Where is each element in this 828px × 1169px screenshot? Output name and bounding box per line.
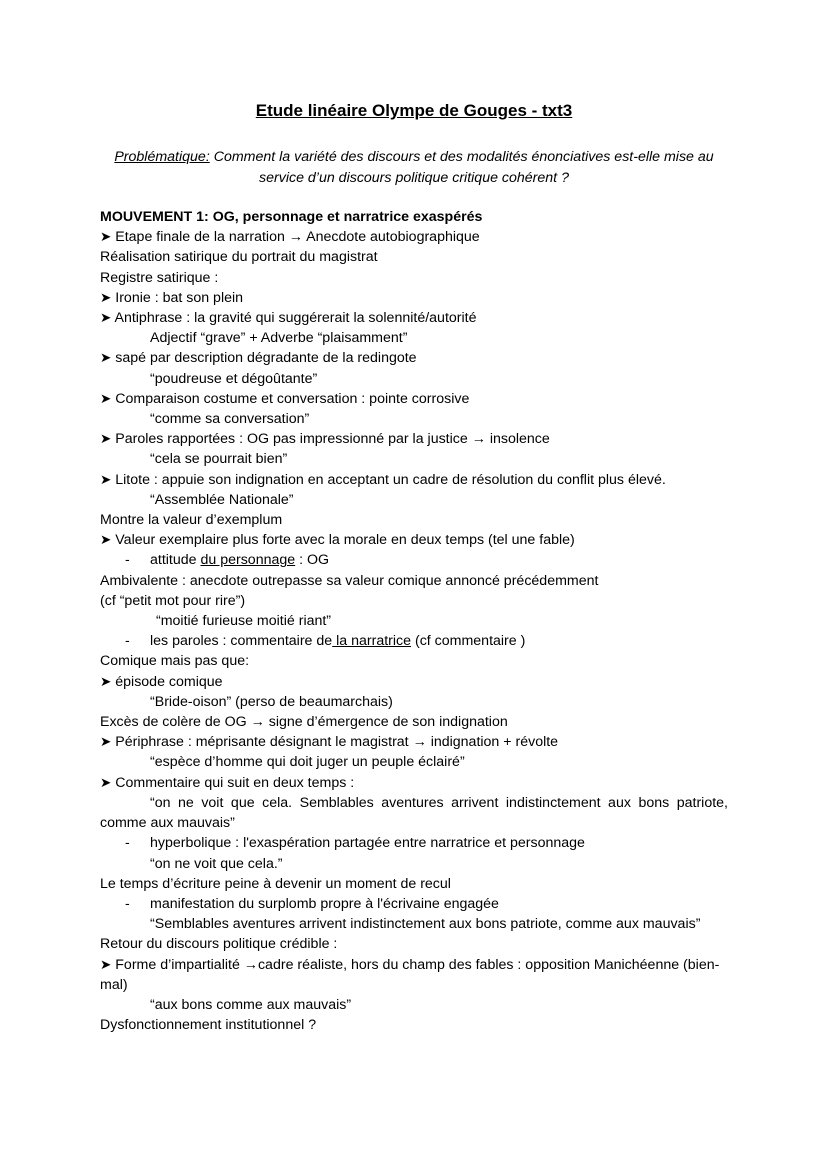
dash-line: - les paroles : commentaire de la narratrice (cf commentaire ): [100, 631, 728, 651]
text-line: Comique mais pas que:: [100, 653, 250, 670]
bullet-line: ➤ Valeur exemplaire plus forte avec la morale en deux temps (tel une fable): [100, 532, 575, 549]
quote-paragraph: “Semblables aventures arrivent indistinctement aux bons patriote, comme aux mauvais”: [150, 916, 701, 933]
arrow-bullet-icon: ➤: [100, 774, 112, 790]
problematique: [100, 147, 728, 188]
quote-line: “Bride-oison” (perso de beaumarchais): [150, 693, 393, 710]
dash-bullet: -: [125, 552, 130, 569]
notes-body: [100, 207, 728, 1035]
bullet-line: ➤ épisode comique: [100, 673, 223, 690]
text-line: Le temps d’écriture peine à devenir un moment de recul: [100, 875, 451, 892]
quote-paragraph: “on ne voit que cela. Semblables aventures arrivent indistinctement aux bons patriote, comme aux mauvais”: [100, 794, 728, 832]
arrow-bullet-icon: ➤: [100, 956, 112, 972]
text-line: Dysfonctionnement institutionnel ?: [100, 1017, 317, 1034]
bullet-line: ➤ Comparaison costume et conversation : pointe corrosive: [100, 390, 470, 407]
underlined-text: la narratrice: [332, 633, 412, 650]
text-line: Retour du discours politique crédible :: [100, 936, 338, 953]
bullet-line: ➤ Antiphrase : la gravité qui suggérerait la solennité/autorité: [100, 310, 477, 327]
problematique-text: Comment la variété des discours et des modalités énonciatives est-elle mise au service d’un discours politique critique cohérent ?: [209, 149, 714, 186]
bullet-line: ➤ Commentaire qui suit en deux temps :: [100, 774, 355, 791]
dash-bullet: -: [125, 835, 130, 852]
bullet-line: ➤ sapé par description dégradante de la redingote: [100, 350, 417, 367]
dash-line: - manifestation du surplomb propre à l'écrivaine engagée: [100, 894, 728, 914]
dash-line: - attitude du personnage : OG: [100, 550, 728, 570]
page-title: Etude linéaire Olympe de Gouges - txt3: [255, 101, 573, 120]
arrow-bullet-icon: ➤: [100, 229, 112, 245]
quote-line: “aux bons comme aux mauvais”: [150, 996, 352, 1013]
arrow-bullet-icon: ➤: [100, 673, 112, 689]
quote-line: “on ne voit que cela.”: [150, 855, 283, 872]
dash-line: - hyperbolique : l'exaspération partagée entre narratrice et personnage: [100, 833, 728, 853]
bullet-line: ➤ Paroles rapportées : OG pas impressionné par la justice → insolence: [100, 431, 550, 448]
quote-line: Adjectif “grave” + Adverbe “plaisamment”: [150, 330, 408, 347]
bullet-line: ➤ Périphrase : méprisante désignant le magistrat → indignation + révolte: [100, 734, 559, 751]
quote-line: “poudreuse et dégoûtante”: [150, 370, 318, 387]
arrow-bullet-icon: ➤: [100, 390, 112, 406]
arrow-bullet-icon: ➤: [100, 431, 112, 447]
text-line: (cf “petit mot pour rire”): [100, 592, 246, 609]
arrow-bullet-icon: ➤: [100, 289, 112, 305]
text-line: Ambivalente : anecdote outrepasse sa valeur comique annoncé précédemment: [100, 572, 599, 589]
text-line: Montre la valeur d’exemplum: [100, 512, 283, 529]
arrow-bullet-icon: ➤: [100, 350, 112, 366]
quote-line: “cela se pourrait bien”: [150, 451, 288, 468]
text-line: Excès de colère de OG → signe d’émergence de son indignation: [100, 714, 508, 731]
quote-line: “comme sa conversation”: [150, 411, 310, 428]
dash-bullet: -: [125, 633, 130, 650]
text-line: Réalisation satirique du portrait du magistrat: [100, 249, 378, 266]
underlined-text: du personnage: [200, 552, 296, 569]
arrow-bullet-icon: ➤: [100, 471, 112, 487]
quote-line: “Assemblée Nationale”: [150, 491, 294, 508]
dash-bullet: -: [125, 895, 130, 912]
bullet-line: ➤ Litote : appuie son indignation en acceptant un cadre de résolution du conflit plus élevé.: [100, 471, 666, 488]
arrow-bullet-icon: ➤: [100, 734, 112, 750]
bullet-line: ➤ Etape finale de la narration → Anecdote autobiographique: [100, 229, 480, 246]
text-line: Registre satirique :: [100, 269, 219, 286]
arrow-bullet-icon: ➤: [100, 310, 112, 326]
problematique-label: Problématique:: [114, 149, 210, 165]
arrow-bullet-icon: ➤: [100, 532, 112, 548]
quote-line: “moitié furieuse moitié riant”: [156, 613, 332, 630]
bullet-line: ➤ Ironie : bat son plein: [100, 289, 244, 306]
bullet-line: ➤ Forme d’impartialité →cadre réaliste, hors du champ des fables : opposition Manichéenne (bien-mal): [100, 956, 720, 993]
quote-line: “espèce d’homme qui doit juger un peuple éclairé”: [150, 754, 465, 771]
section-heading: MOUVEMENT 1: OG, personnage et narratrice exaspérés: [100, 209, 483, 225]
